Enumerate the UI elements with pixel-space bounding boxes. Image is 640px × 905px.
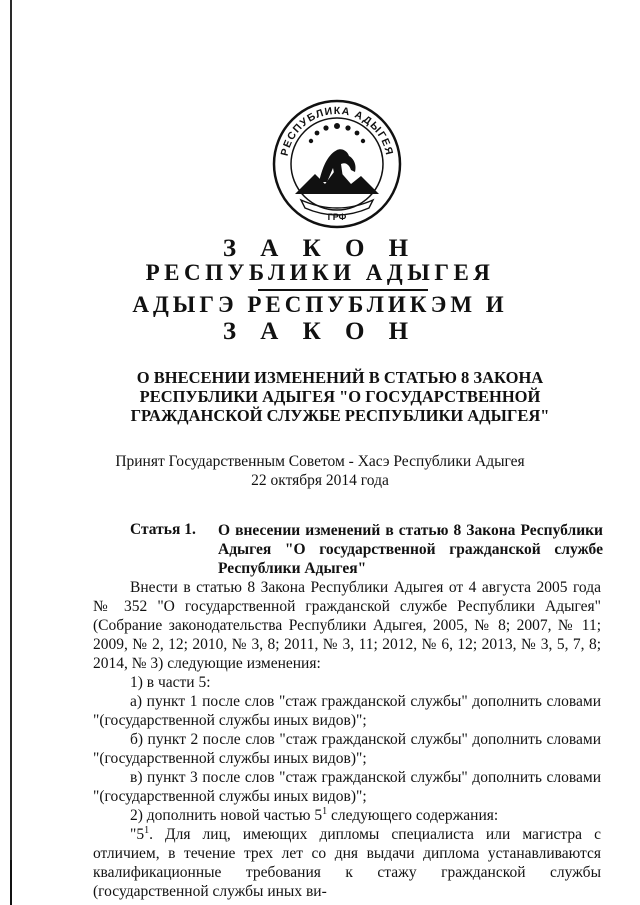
body-paragraph xyxy=(93,825,601,901)
header-rule xyxy=(258,289,428,291)
law-title xyxy=(130,368,550,425)
text-run: "5 xyxy=(130,826,145,843)
article-heading: О внесении изменений в статью 8 Закона Республики Адыгея "О государственной гражданской службе Республики Адыгея" xyxy=(218,522,603,577)
law-title-line: РЕСПУБЛИКИ АДЫГЕЯ "О ГОСУДАРСТВЕННОЙ xyxy=(139,387,541,406)
emblem-stars xyxy=(309,123,365,143)
body-paragraph: 1) в части 5: xyxy=(130,674,211,691)
svg-text:РЕСПУБЛИКА АДЫГЕЯ xyxy=(279,105,396,157)
emblem-ring-text: РЕСПУБЛИКА АДЫГЕЯ xyxy=(278,104,396,158)
body-paragraph: б) пункт 2 после слов "стаж гражданской службы" дополнить словами "(государственной службы иных видов)"; xyxy=(93,731,601,767)
body-paragraph: в) пункт 3 после слов "стаж гражданской службы" дополнить словами "(государственной службы иных видов)"; xyxy=(93,769,601,805)
adoption-note xyxy=(0,452,640,490)
scan-edge-left-bottom xyxy=(10,860,12,905)
republic-emblem xyxy=(271,98,403,230)
header-law-word: З А К О Н xyxy=(222,235,418,262)
adoption-body: Принят Государственным Советом - Хасэ Республики Адыгея xyxy=(115,453,525,470)
article-number: Статья 1. xyxy=(130,521,196,538)
text-run: следующего содержания: xyxy=(327,807,499,824)
header-republic-name-adyghe: АДЫГЭ РЕСПУБЛИКЭМ И xyxy=(132,292,508,317)
law-title-line: О ВНЕСЕНИИ ИЗМЕНЕНИЙ В СТАТЬЮ 8 ЗАКОНА xyxy=(136,368,544,387)
header-law-word-adyghe: З А К О Н xyxy=(222,318,418,345)
body-paragraph xyxy=(93,806,601,825)
header-republic-name: РЕСПУБЛИКИ АДЫГЕЯ xyxy=(145,260,495,285)
text-run: 2) дополнить новой частью 5 xyxy=(130,807,323,824)
body-paragraph: а) пункт 1 после слов "стаж гражданской службы" дополнить словами "(государственной службы иных видов)"; xyxy=(93,693,601,729)
superscript: 1 xyxy=(322,805,328,817)
law-title-line: ГРАЖДАНСКОЙ СЛУЖБЕ РЕСПУБЛИКИ АДЫГЕЯ" xyxy=(130,406,550,425)
text-run: . Для лиц, имеющих дипломы специалиста или магистра с отличием, в течение трех лет со дня выдачи диплома устанавливаются квалификационные требования к стажу гражданской службы (государственной службы иных ви- xyxy=(93,826,601,900)
body-paragraph: Внести в статью 8 Закона Республики Адыгея от 4 августа 2005 года № 352 "О государственной гражданской службе Республики Адыгея" (Собрание законодательства Республики Адыгея, 2005, № 8; 2007, № 11; 2009, № 2, 12; 2010, № 3, 8; 2011, № 3, 11; 2012, № 6, 12; 2013, № 3, 5, 7, 8; 2014, № 3) следующие изменения: xyxy=(93,579,601,672)
emblem-bottom-text: ГРФ xyxy=(327,212,347,222)
document-body xyxy=(93,578,601,901)
adoption-date: 22 октября 2014 года xyxy=(251,472,389,489)
emblem-mountains xyxy=(295,168,379,194)
superscript: 1 xyxy=(144,824,150,836)
